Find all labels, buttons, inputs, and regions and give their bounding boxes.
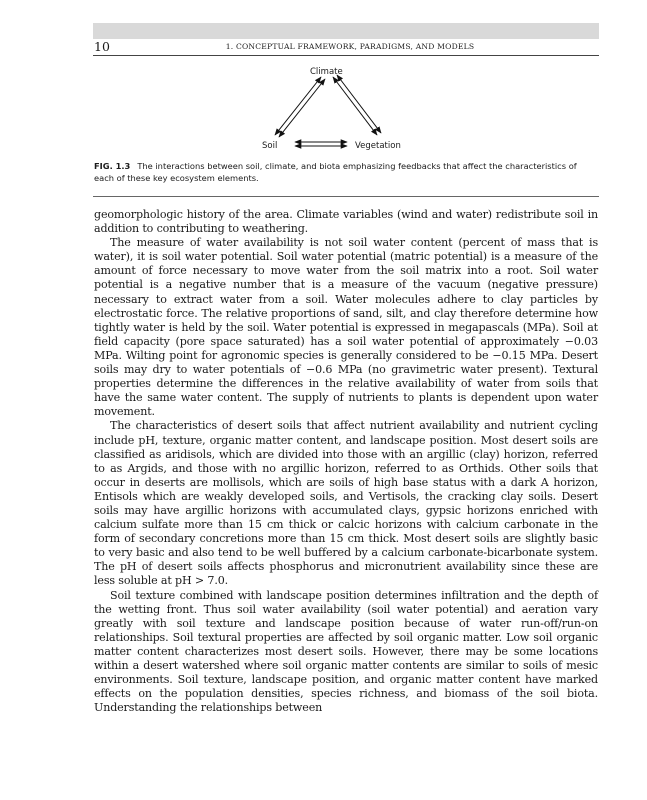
- arrow-climate-vegetation-1: [333, 77, 377, 135]
- paragraph-3: The characteristics of desert soils that affect nutrient availability and nutrient cycling include pH, texture, organic matter content, and landscape position. Most desert soils are classified as aridisols, which are divided into those with an argillic (clay) horizon, referred to as Argids, and those with no argillic horizon, referred to as Orthids. Other soils that occur in deserts are mollisols, which are soils of high base status with a dark A horizon, Entisols which are weakly developed soils, and Vertisols, the cracking clay soils. Desert soils may have argillic horizons with accumulated clays, gypsic horizons enriched with calcium sulfate more than 15 cm thick or calcic horizons with calcium carbonate in the form of secondary concretions more than 15 cm thick. Most desert soils are slightly basic to very basic and also tend to be well buffered by a calcium carbonate-bicarbonate system. The pH of desert soils affects phosphorus and micronutrient availability since these are less soluble at pH > 7.0.: [94, 419, 598, 588]
- paragraph-1: geomorphologic history of the area. Climate variables (wind and water) redistribute soil in addition to contributing to weathering.: [94, 208, 598, 236]
- figure-caption: [94, 160, 594, 184]
- arrow-soil-climate-1: [275, 77, 321, 135]
- node-climate: Climate: [310, 67, 343, 77]
- header-band: [93, 23, 599, 39]
- figure-number: FIG. 1.3: [94, 161, 131, 171]
- caption-text: The interactions between soil, climate, and biota emphasizing feedbacks that affect the characteristics of each of these key ecosystem elements.: [94, 161, 577, 183]
- body-text: [94, 208, 598, 715]
- node-soil: Soil: [262, 141, 278, 151]
- running-head: 1. CONCEPTUAL FRAMEWORK, PARADIGMS, AND MODELS: [225, 42, 475, 51]
- page-number: 10: [94, 39, 110, 54]
- header-divider: [93, 55, 599, 56]
- caption-divider: [93, 196, 599, 197]
- paragraph-2: The measure of water availability is not soil water content (percent of mass that is water), it is soil water potential. Soil water potential (matric potential) is a measure of the amount of force necessary to move water from the soil matrix into a root. Soil water potential is a negative number that is a measure of the vacuum (negative pressure) necessary to extract water from a soil. Water molecules adhere to clay particles by electrostatic force. The relative proportions of sand, silt, and clay therefore determine how tightly water is held by the soil. Water potential is expressed in megapascals (MPa). Soil at field capacity (pore space saturated) has a soil water potential of approximately −0.03 MPa. Wilting point for agronomic species is generally considered to be −0.15 MPa. Desert soils may dry to water potentials of −0.6 MPa (no gravimetric water present). Textural properties determine the differences in the relative availability of water from soils that have the same water content. The supply of nutrients to plants is dependent upon water movement.: [94, 236, 598, 419]
- interaction-diagram: [250, 62, 420, 154]
- arrow-climate-vegetation-2: [337, 75, 381, 133]
- arrow-soil-climate-2: [279, 79, 325, 137]
- node-vegetation: Vegetation: [355, 141, 401, 151]
- paragraph-4: Soil texture combined with landscape position determines infiltration and the depth of the wetting front. Thus soil water availability (soil water potential) and aeration vary greatly with soil texture and landscape position because of water run-off/run-on relationships. Soil textural properties are affected by soil organic matter. Low soil organic matter content characterizes most desert soils. However, there may be some locations within a desert watershed where soil organic matter contents are similar to soils of mesic environments. Soil texture, landscape position, and organic matter content have marked effects on the population densities, species richness, and biomass of the soil biota. Understanding the relationships between: [94, 588, 598, 715]
